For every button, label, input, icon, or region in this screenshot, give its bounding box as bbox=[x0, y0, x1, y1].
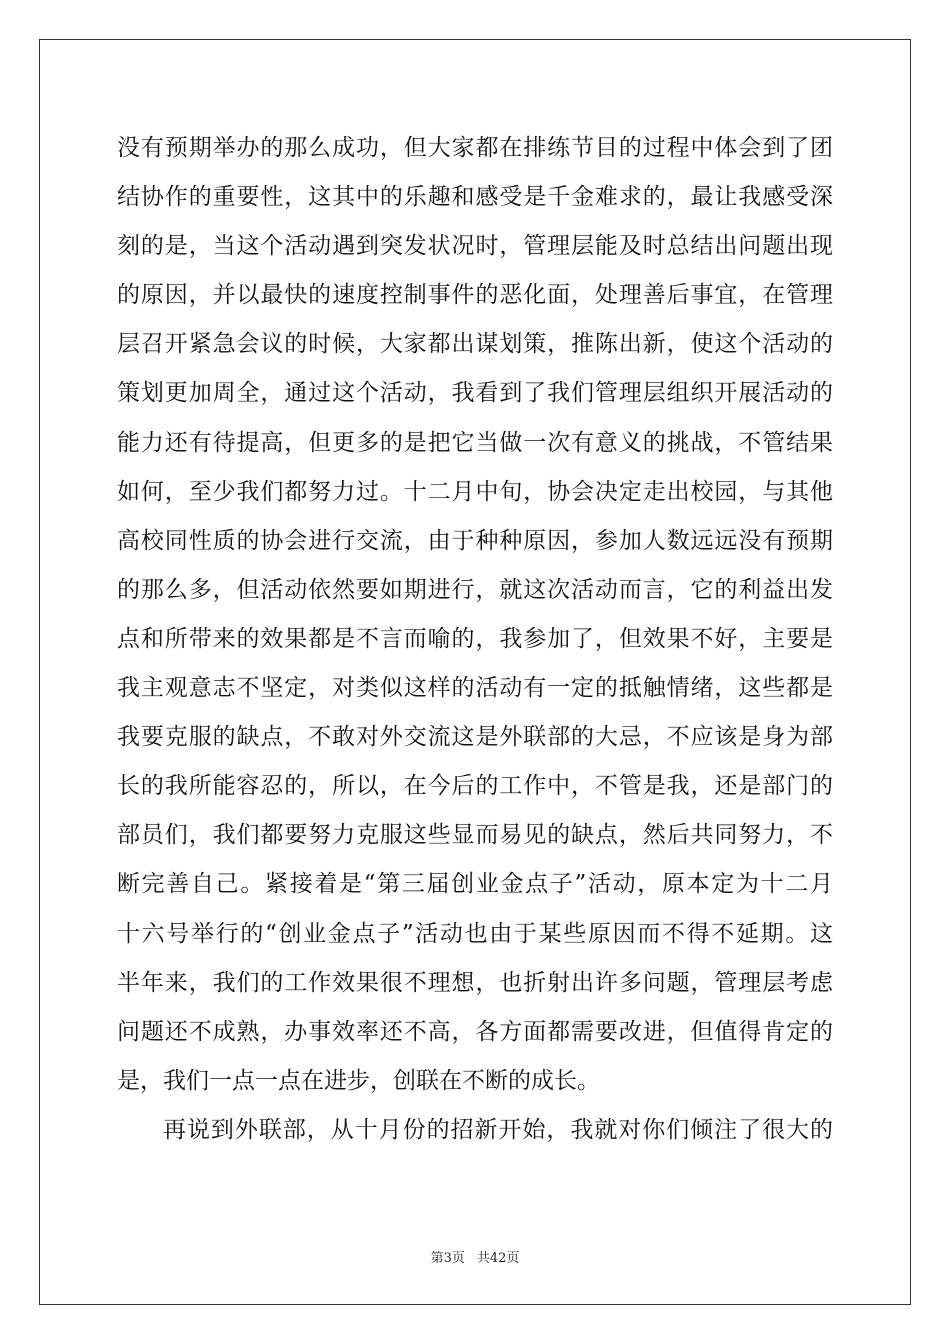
text-line: 刻的是，当这个活动遇到突发状况时，管理层能及时总结出问题出现 bbox=[117, 233, 833, 260]
text-line: 我要克服的缺点，不敢对外交流这是外联部的大忌，不应该是身为部 bbox=[117, 724, 833, 751]
text-line: 长的我所能容忍的，所以，在今后的工作中，不管是我，还是部门的 bbox=[117, 773, 833, 800]
page-footer bbox=[0, 1247, 950, 1266]
text-line: 策划更加周全，通过这个活动，我看到了我们管理层组织开展活动的 bbox=[117, 380, 833, 407]
paragraph-end-line: 是，我们一点一点在进步，创联在不断的成长。 bbox=[117, 1067, 600, 1094]
text-line: 的那么多，但活动依然要如期进行，就这次活动而言，它的利益出发 bbox=[117, 576, 833, 603]
text-line: 点和所带来的效果都是不言而喻的，我参加了，但效果不好，主要是 bbox=[117, 625, 833, 652]
text-line: 十六号举行的“创业金点子”活动也由于某些原因而不得不延期。这 bbox=[117, 920, 833, 947]
paragraph-start-line: 再说到外联部，从十月份的招新开始，我就对你们倾注了很大的 bbox=[163, 1116, 833, 1143]
text-line: 层召开紧急会议的时候，大家都出谋划策，推陈出新，使这个活动的 bbox=[117, 331, 833, 358]
text-line: 如何，至少我们都努力过。十二月中旬，协会决定走出校园，与其他 bbox=[117, 478, 833, 505]
page-total: 共42页 bbox=[476, 1251, 520, 1266]
text-line: 断完善自己。紧接着是“第三届创业金点子”活动，原本定为十二月 bbox=[117, 871, 833, 898]
text-line: 没有预期举办的那么成功，但大家都在排练节目的过程中体会到了团 bbox=[117, 135, 833, 161]
page-number: 第3页 bbox=[430, 1251, 465, 1266]
text-line: 高校同性质的协会进行交流，由于种种原因，参加人数远远没有预期 bbox=[117, 527, 833, 554]
text-line: 能力还有待提高，但更多的是把它当做一次有意义的挑战，不管结果 bbox=[117, 429, 833, 456]
document-body bbox=[117, 124, 833, 1155]
text-line: 的原因，并以最快的速度控制事件的恶化面，处理善后事宜，在管理 bbox=[117, 282, 833, 309]
text-line: 我主观意志不坚定，对类似这样的活动有一定的抵触情绪，这些都是 bbox=[117, 675, 833, 702]
text-line: 结协作的重要性，这其中的乐趣和感受是千金难求的，最让我感受深 bbox=[117, 184, 833, 211]
text-line: 部员们，我们都要努力克服这些显而易见的缺点，然后共同努力，不 bbox=[117, 822, 833, 849]
text-line: 半年来，我们的工作效果很不理想，也折射出许多问题，管理层考虑 bbox=[117, 969, 833, 996]
text-line: 问题还不成熟，办事效率还不高，各方面都需要改进，但值得肯定的 bbox=[117, 1018, 833, 1045]
